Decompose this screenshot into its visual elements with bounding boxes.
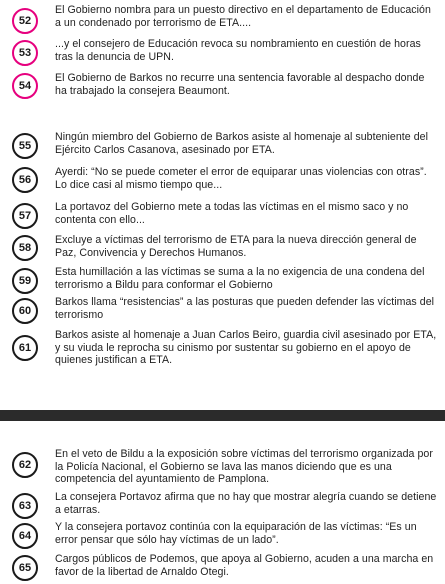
item-text: Esta humillación a las víctimas se suma a la no exigencia de una condena del terrorismo a Bildu para conformar el Gobierno bbox=[55, 266, 425, 291]
item-text: En el veto de Bildu a la exposición sobre víctimas del terrorismo organizada por la Policía Nacional, el Gobierno se lava las manos diciendo que es una competencia del ayuntamiento de Pamplona. bbox=[55, 448, 433, 486]
number-badge: 54 bbox=[12, 73, 38, 99]
number-badge: 52 bbox=[12, 8, 38, 34]
number-badge: 63 bbox=[12, 493, 38, 519]
item-text: La consejera Portavoz afirma que no hay que mostrar alegría cuando se detiene a etarras. bbox=[55, 491, 437, 516]
number-badge: 60 bbox=[12, 298, 38, 324]
list-item bbox=[12, 329, 437, 371]
number-badge: 53 bbox=[12, 40, 38, 66]
list-item bbox=[12, 38, 437, 66]
list-item bbox=[12, 201, 437, 229]
list-item bbox=[12, 491, 437, 519]
item-text: El Gobierno nombra para un puesto directivo en el departamento de Educación a un condenado por terrorismo de ETA.... bbox=[55, 4, 431, 29]
number-badge: 64 bbox=[12, 523, 38, 549]
item-text: Barkos llama “resistencias” a las posturas que pueden defender las víctimas del terrorismo bbox=[55, 296, 435, 321]
item-text: Barkos asiste al homenaje a Juan Carlos Beiro, guardia civil asesinado por ETA, y su viuda le reprocha su cinismo por sustentar su gobierno en el apoyo de quienes justifican a ETA. bbox=[55, 329, 437, 367]
item-text: Ayerdi: “No se puede cometer el error de equiparar unas violencias con otras”. Lo dice casi al mismo tiempo que... bbox=[55, 166, 427, 191]
list-item bbox=[12, 72, 437, 100]
number-badge: 55 bbox=[12, 133, 38, 159]
section-divider bbox=[0, 410, 445, 421]
list-item bbox=[12, 166, 437, 194]
list-item bbox=[12, 4, 437, 32]
number-badge: 56 bbox=[12, 167, 38, 193]
list-item bbox=[12, 234, 437, 262]
number-badge: 57 bbox=[12, 203, 38, 229]
number-badge: 58 bbox=[12, 235, 38, 261]
list-item bbox=[12, 553, 437, 581]
item-text: Y la consejera portavoz continúa con la equiparación de las víctimas: “Es un error pensar que sólo hay víctimas de un lado”. bbox=[55, 521, 417, 546]
item-text: ...y el consejero de Educación revoca su nombramiento en cuestión de horas tras la denuncia de UPN. bbox=[55, 38, 421, 63]
item-text: El Gobierno de Barkos no recurre una sentencia favorable al despacho donde ha trabajado la consejera Beaumont. bbox=[55, 72, 425, 97]
item-text: La portavoz del Gobierno mete a todas las víctimas en el mismo saco y no contenta con ello... bbox=[55, 201, 409, 226]
number-badge: 65 bbox=[12, 555, 38, 581]
number-badge: 59 bbox=[12, 268, 38, 294]
number-badge: 62 bbox=[12, 452, 38, 478]
list-item bbox=[12, 448, 437, 490]
item-text: Excluye a víctimas del terrorismo de ETA para la nueva dirección general de Paz, Convivencia y Derechos Humanos. bbox=[55, 234, 417, 259]
list-item bbox=[12, 296, 437, 324]
item-text: Cargos públicos de Podemos, que apoya al Gobierno, acuden a una marcha en favor de la libertad de Arnaldo Otegi. bbox=[55, 553, 434, 578]
list-item bbox=[12, 266, 437, 294]
list-item bbox=[12, 521, 437, 549]
list-item bbox=[12, 131, 437, 159]
item-text: Ningún miembro del Gobierno de Barkos asiste al homenaje al subteniente del Ejército Carlos Casanova, asesinado por ETA. bbox=[55, 131, 428, 156]
number-badge: 61 bbox=[12, 335, 38, 361]
